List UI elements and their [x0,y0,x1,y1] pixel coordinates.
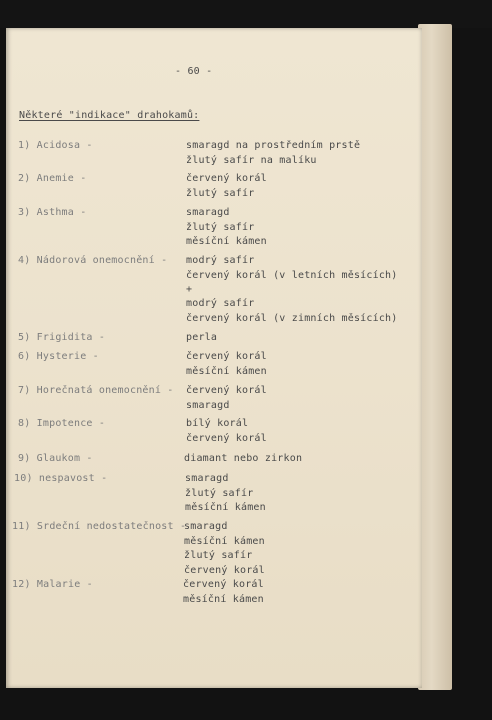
stone-line: červený korál (v zimních měsících) [186,313,398,324]
stone-line: červený korál (v letních měsících) [186,270,398,281]
condition-label: 10) nespavost - [14,473,108,484]
stone-line: červený korál [184,565,265,576]
stone-line: červený korál [186,385,267,396]
stone-line: perla [186,332,218,343]
stone-line: žlutý safír [184,550,253,561]
section-heading: Některé "indikace" drahokamů: [19,110,200,121]
condition-label: 6) Hysterie - [18,351,99,362]
stone-line: smaragd [184,521,228,532]
stone-line: bílý korál [186,418,249,429]
stone-line: žlutý safír [186,222,255,233]
condition-label: 4) Nádorová onemocnění - [18,255,168,266]
stone-line: červený korál [183,579,264,590]
stone-line: žlutý safír [185,488,254,499]
stone-line: měsíční kámen [183,594,264,605]
stone-line: smaragd na prostředním prstě [186,140,361,151]
stone-line: červený korál [186,433,267,444]
condition-label: 8) Impotence - [18,418,106,429]
stone-line: žlutý safír [186,188,255,199]
condition-label: 11) Srdeční nedostatečnost - [12,521,187,532]
stone-line: modrý safír [186,255,255,266]
stone-line: červený korál [186,351,267,362]
stone-line: modrý safír [186,298,255,309]
stone-line: smaragd [185,473,229,484]
stone-line: žlutý safír na malíku [186,155,317,166]
stone-line: červený korál [186,173,267,184]
stone-line-plus: + [186,284,193,295]
stone-line: diamant nebo zirkon [184,453,303,464]
stone-line: měsíční kámen [185,502,266,513]
stone-line: měsíční kámen [186,366,267,377]
page-stack-edge [418,24,452,690]
condition-label: 9) Glaukom - [18,453,93,464]
page-number: - 60 - [175,66,213,77]
stone-line: smaragd [186,207,230,218]
condition-label: 1) Acidosa - [18,140,93,151]
stone-line: smaragd [186,400,230,411]
stone-line: měsíční kámen [186,236,267,247]
condition-label: 3) Asthma - [18,207,87,218]
condition-label: 5) Frigidita - [18,332,106,343]
stone-line: měsíční kámen [184,536,265,547]
condition-label: 12) Malarie - [12,579,93,590]
condition-label: 7) Horečnatá onemocnění - [18,385,174,396]
condition-label: 2) Anemie - [18,173,87,184]
